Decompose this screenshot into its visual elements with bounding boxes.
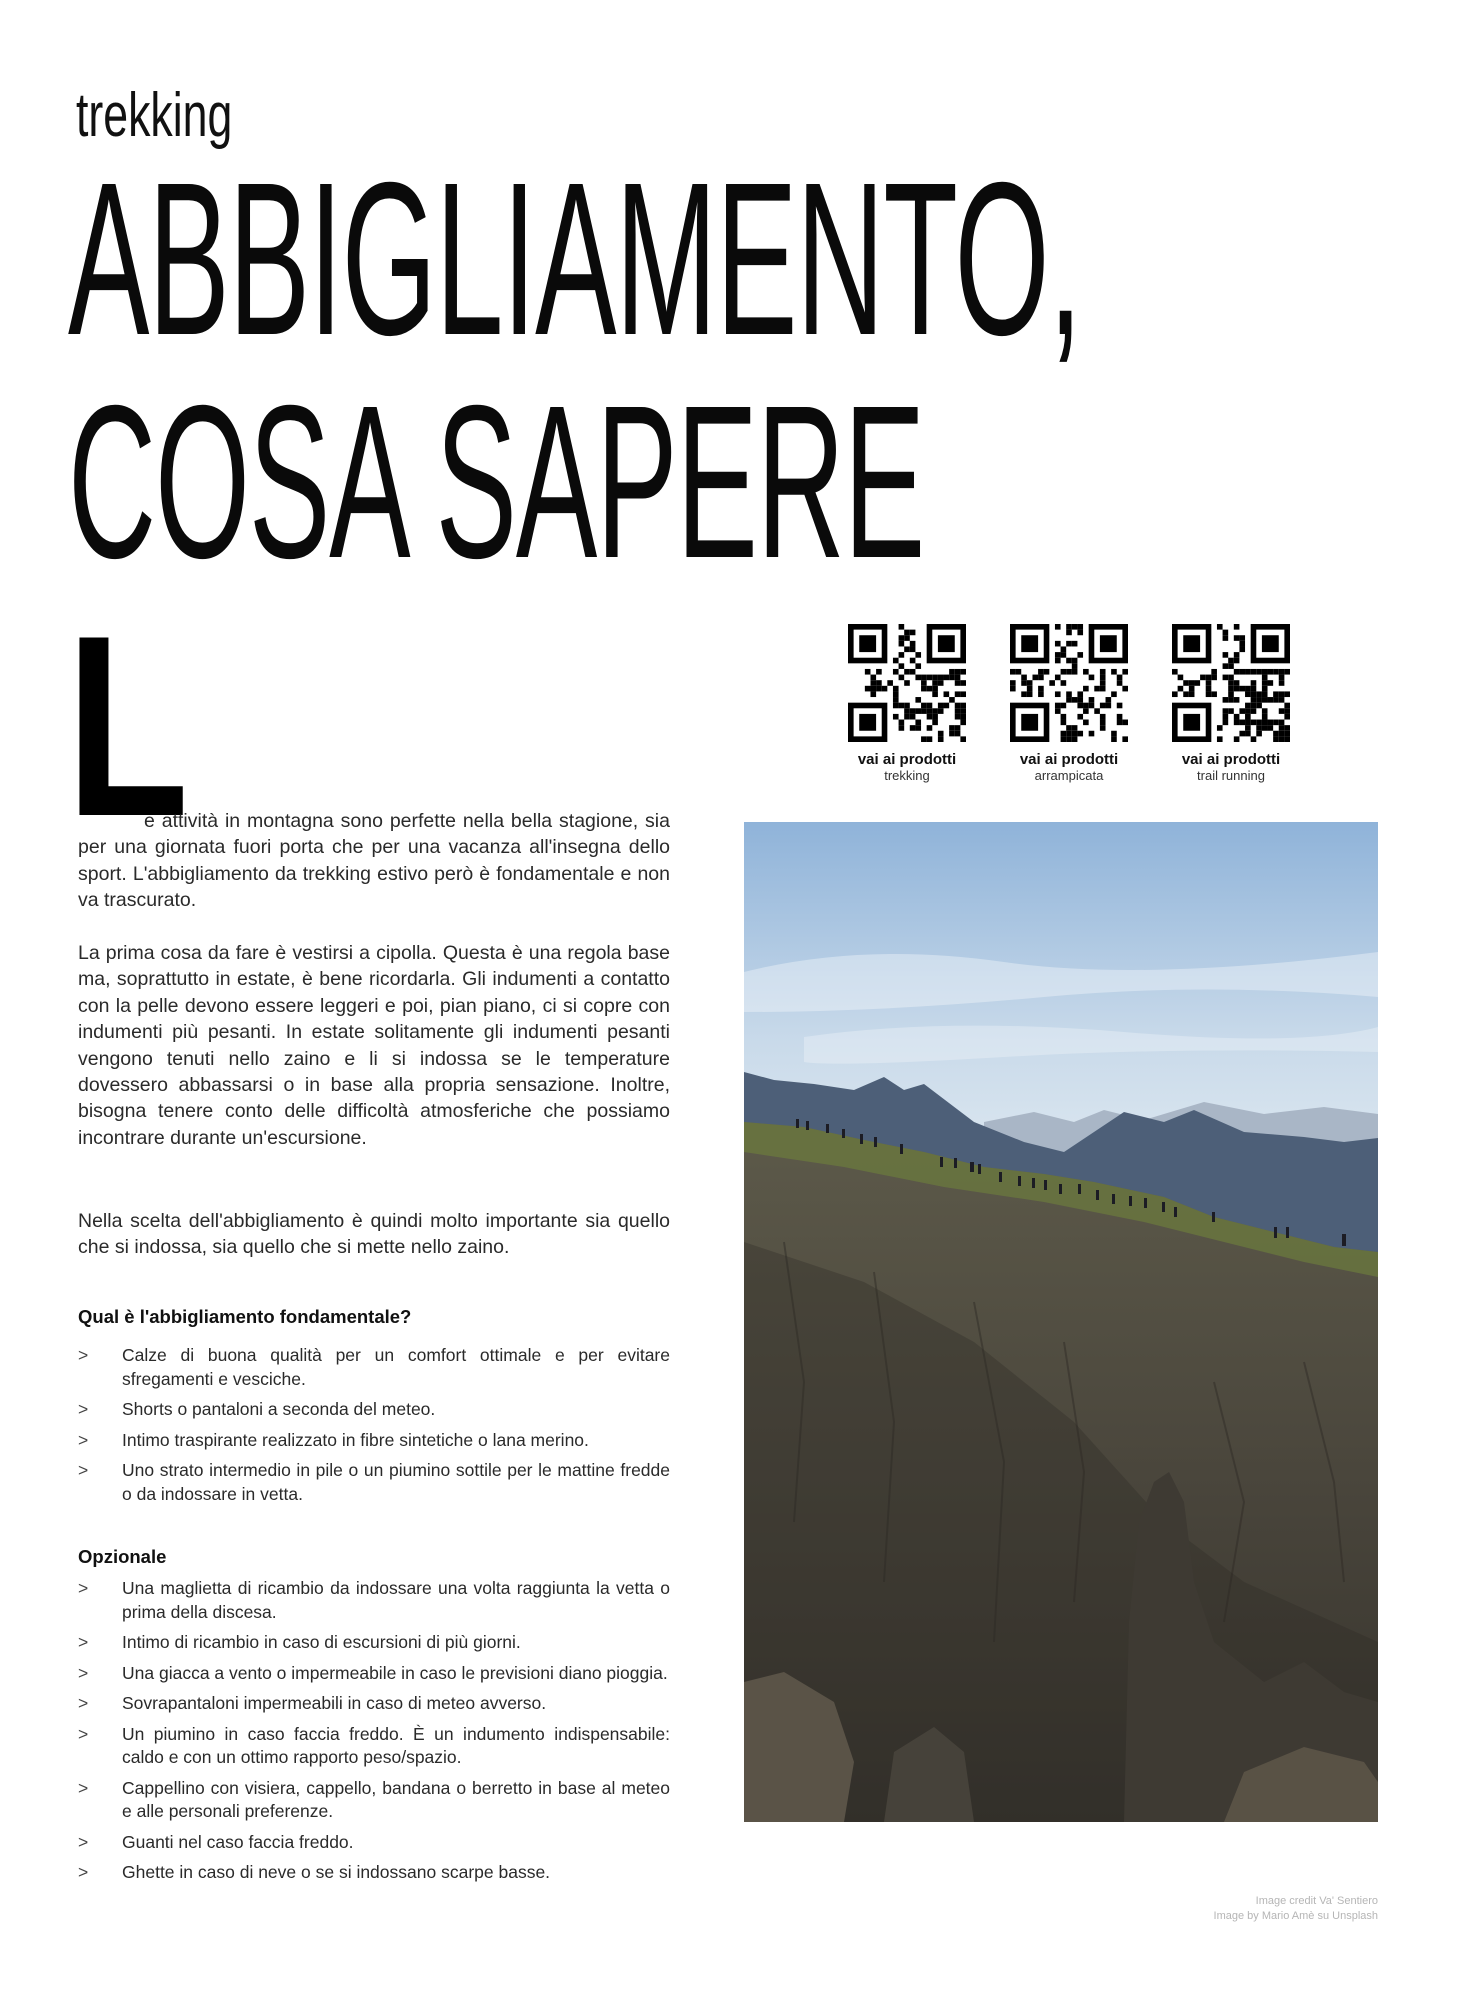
- optional-heading: Opzionale: [78, 1546, 167, 1567]
- list-item: > Una giacca a vento o impermeabile in caso le previsioni diano pioggia.: [78, 1662, 670, 1686]
- chevron-right-icon: >: [78, 1632, 89, 1652]
- qr-label: vai ai prodotti: [1019, 751, 1119, 768]
- list-item: > Una maglietta di ricambio da indossare una volta raggiunta la vetta o prima della discesa.: [78, 1578, 670, 1622]
- body-paragraph: [78, 940, 670, 1151]
- section-kicker: trekking: [76, 81, 233, 150]
- intro-paragraph: [78, 808, 670, 914]
- image-credits: [1214, 1894, 1378, 1924]
- mountain-photo: [744, 822, 1378, 1822]
- chevron-right-icon: >: [78, 1831, 89, 1852]
- title-line-1: ABBIGLIAMENTO,: [68, 138, 1082, 381]
- qr-label: vai ai prodotti: [857, 751, 957, 768]
- intro-first-line: e attività in montagna sono perfette nella bella: [144, 810, 553, 832]
- paragraph-text: La prima cosa da fare è vestirsi a cipolla. Questa è una regola base ma, soprattutto in estate, è bene ricordarla. Gli indumenti a contatto con la pelle devono essere leggeri e poi, pian piano, ci si copre con indumenti più pesanti. In estate solitamente gli indumenti pesanti vengono tenuti nello zaino e li si indossa se le temperature dovessero abbassarsi o in base alla propria sensazione. Inoltre, bisogna tenere conto delle difficoltà atmosferiche che possiamo incontrare durante un'escursione.: [78, 942, 670, 1149]
- chevron-right-icon: >: [78, 1578, 89, 1598]
- qr-link-arrampicata[interactable]: [1004, 624, 1134, 783]
- qr-sublabel: trekking: [884, 768, 930, 783]
- chevron-right-icon: >: [78, 1460, 89, 1480]
- credit-line: Image credit Va' Sentiero: [1255, 1895, 1378, 1907]
- chevron-right-icon: >: [78, 1429, 89, 1450]
- chevron-right-icon: >: [78, 1693, 89, 1713]
- list-item: > Intimo traspirante realizzato in fibre sintetiche o lana merino.: [78, 1429, 670, 1453]
- title-line-2: COSA SAPERE: [68, 361, 925, 604]
- intro-rest: stagione, sia per una giornata fuori porta che per una vacanza all'insegna dello sport. L'abbigliamento da trekking estivo però è fondamentale e non va trascurato.: [78, 810, 670, 912]
- essentials-list: [78, 1344, 670, 1513]
- chevron-right-icon: >: [78, 1662, 89, 1683]
- chevron-right-icon: >: [78, 1345, 89, 1365]
- list-item: > Ghette in caso di neve o se si indossano scarpe basse.: [78, 1861, 670, 1885]
- list-item: > Calze di buona qualità per un comfort ottimale e per evitare sfregamenti e vesciche.: [78, 1345, 670, 1389]
- chevron-right-icon: >: [78, 1862, 89, 1882]
- list-item: > Shorts o pantaloni a seconda del meteo.: [78, 1398, 670, 1422]
- chevron-right-icon: >: [78, 1777, 89, 1798]
- essentials-heading: Qual è l'abbigliamento fondamentale?: [78, 1306, 412, 1327]
- list-item: > Cappellino con visiera, cappello, bandana o berretto in base al meteo e alle personali preferenze.: [78, 1777, 670, 1821]
- qr-code-icon[interactable]: [1172, 624, 1290, 742]
- qr-sublabel: trail running: [1197, 768, 1265, 783]
- credit-line: Image by Mario Amè su Unsplash: [1213, 1910, 1378, 1922]
- list-item: > Guanti nel caso faccia freddo.: [78, 1831, 670, 1855]
- qr-code-icon[interactable]: [1010, 624, 1128, 742]
- chevron-right-icon: >: [78, 1723, 89, 1744]
- qr-code-icon[interactable]: [848, 624, 966, 742]
- drop-cap: L: [66, 581, 189, 870]
- list-item: > Sovrapantaloni impermeabili in caso di meteo avverso.: [78, 1692, 670, 1716]
- qr-sublabel: arrampicata: [1034, 768, 1104, 783]
- page-title: [68, 138, 1132, 604]
- qr-link-trekking[interactable]: [842, 624, 972, 783]
- list-item: > Uno strato intermedio in pile o un piumino sottile per le mattine fredde o da indossare in vetta.: [78, 1460, 670, 1504]
- qr-link-trail-running[interactable]: [1166, 624, 1296, 783]
- list-item: > Un piumino in caso faccia freddo. È un indumento indispensabile: caldo e con un ottimo rapporto peso/spazio.: [78, 1723, 670, 1767]
- chevron-right-icon: >: [78, 1399, 89, 1419]
- body-paragraph: [78, 1208, 670, 1261]
- list-item: > Intimo di ricambio in caso di escursioni di più giorni.: [78, 1631, 670, 1655]
- paragraph-text: Nella scelta dell'abbigliamento è quindi molto importante sia quello che si indossa, sia quello che si mette nello zaino.: [78, 1210, 670, 1259]
- optional-list: [78, 1577, 670, 1892]
- qr-label: vai ai prodotti: [1181, 751, 1281, 768]
